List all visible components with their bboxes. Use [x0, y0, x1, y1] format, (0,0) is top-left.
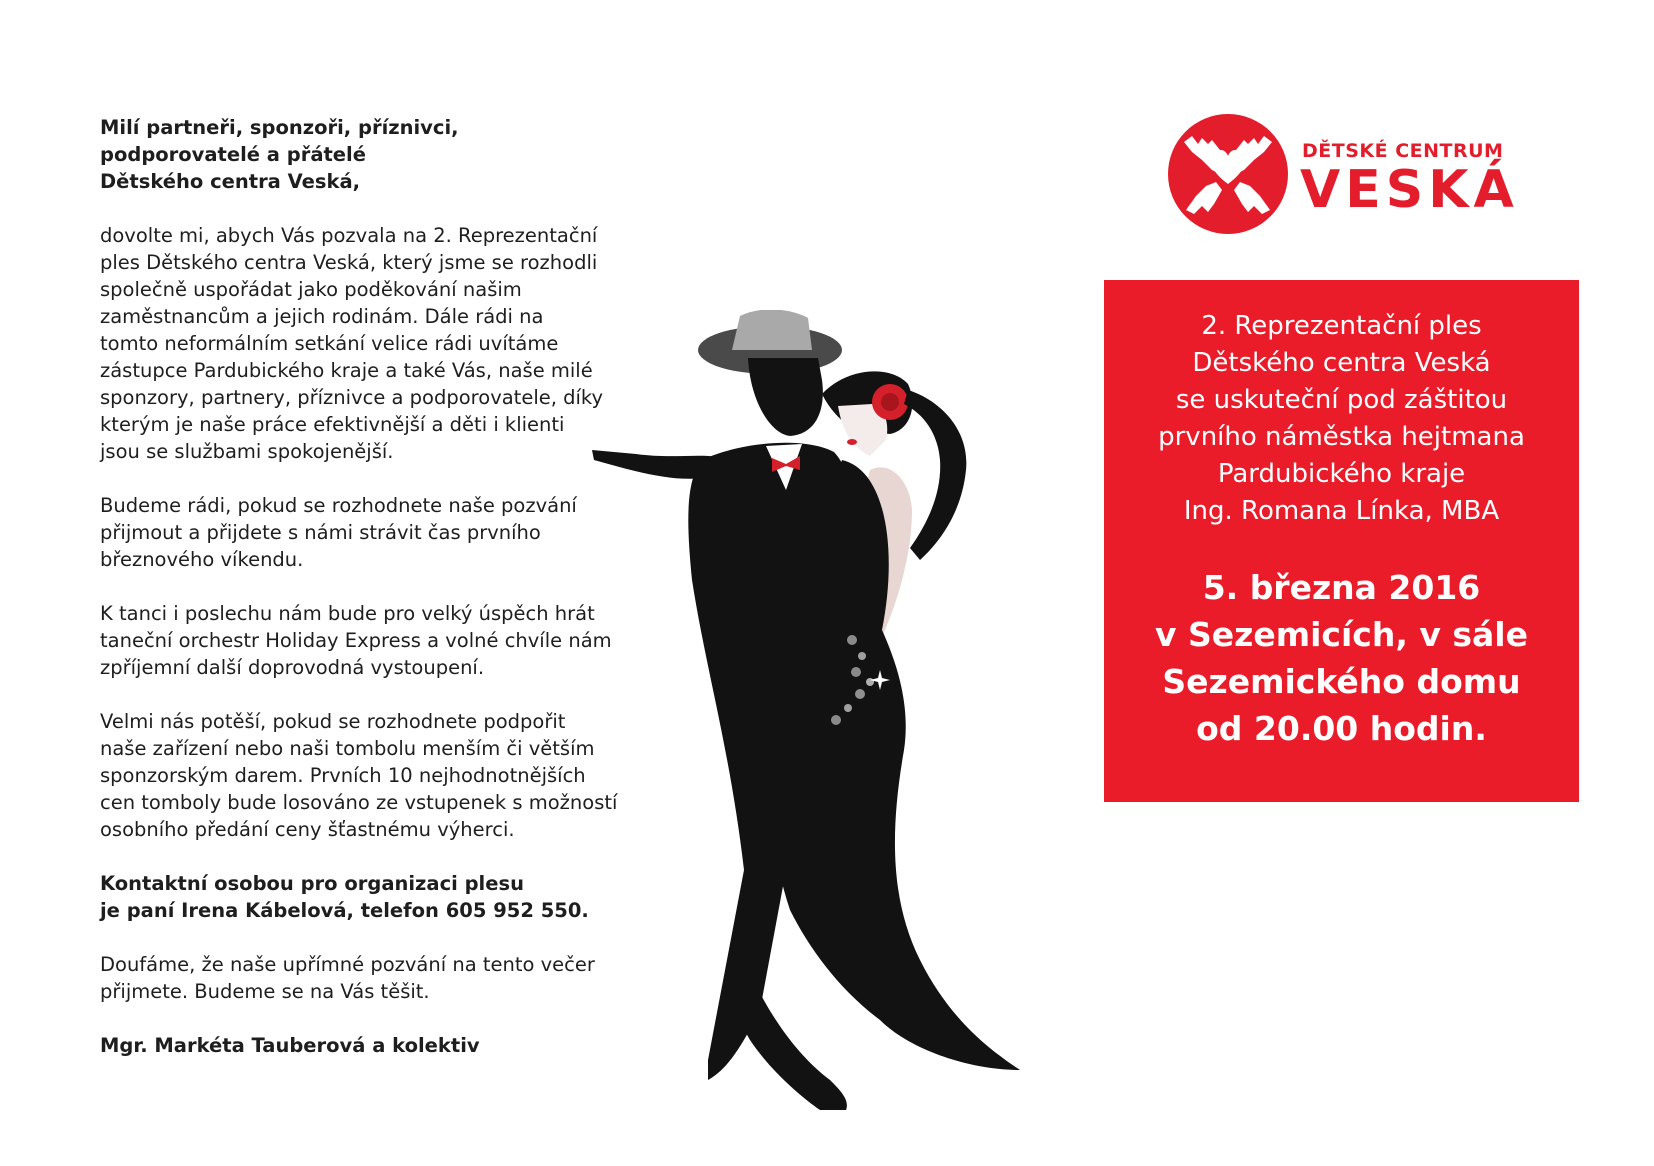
letter-line: Velmi nás potěší, pokud se rozhodnete podpořit: [100, 710, 566, 733]
organization-logo: [1168, 114, 1528, 234]
letter-line: je paní Irena Kábelová, telefon 605 952 550.: [100, 899, 589, 922]
letter-line: březnového víkendu.: [100, 548, 304, 571]
letter-paragraph-tombola: [100, 708, 620, 843]
letter-line: Milí partneři, sponzoři, příznivci,: [100, 116, 459, 139]
letter-line: Dětského centra Veská,: [100, 170, 361, 193]
patronage-line: Dětského centra Veská: [1192, 348, 1491, 378]
letter-line: přijmout a přijdete s námi strávit čas prvního: [100, 521, 541, 544]
letter-line: tomto neformálním setkání velice rádi uvítáme: [100, 332, 559, 355]
event-info-box: [1104, 280, 1579, 802]
logo-text-line1: DĚTSKÉ CENTRUM: [1302, 140, 1504, 162]
logo-text-line2: VESKÁ: [1300, 160, 1519, 220]
letter-line: zpříjemní další doprovodná vystoupení.: [100, 656, 485, 679]
patronage-line: Pardubického kraje: [1217, 459, 1466, 489]
letter-line: taneční orchestr Holiday Express a volné chvíle nám: [100, 629, 612, 652]
event-location: v Sezemicích, v sále: [1155, 615, 1528, 654]
tango-dancers-illustration: [590, 310, 1060, 1110]
letter-line: Doufáme, že naše upřímné pozvání na tento večer: [100, 953, 595, 976]
letter-line: společně uspořádat jako poděkování našim: [100, 278, 522, 301]
letter-paragraph-orchestra: [100, 600, 620, 681]
letter-line: naše zařízení nebo naši tombolu menším či větším: [100, 737, 595, 760]
letter-paragraph-weekend: [100, 492, 620, 573]
letter-line: Budeme rádi, pokud se rozhodnete naše pozvání: [100, 494, 577, 517]
letter-contact: [100, 870, 620, 924]
letter-line: kterým je naše práce efektivnější a děti i klienti: [100, 413, 565, 436]
event-venue: Sezemického domu: [1162, 662, 1521, 701]
letter-line: sponzorským darem. Prvních 10 nejhodnotnějších: [100, 764, 586, 787]
letter-line: sponzory, partnery, příznivce a podporovatele, díky: [100, 386, 604, 409]
letter-closing: [100, 951, 620, 1005]
event-time: od 20.00 hodin.: [1196, 709, 1487, 748]
patronage-line: prvního náměstka hejtmana: [1158, 422, 1525, 452]
letter-line: přijmete. Budeme se na Vás těšit.: [100, 980, 430, 1003]
letter-line: Kontaktní osobou pro organizaci plesu: [100, 872, 524, 895]
letter-line: ples Dětského centra Veská, který jsme se rozhodli: [100, 251, 598, 274]
invitation-letter: [100, 114, 620, 1086]
letter-line: zástupce Pardubického kraje a také Vás, naše milé: [100, 359, 593, 382]
patronage-line: se uskuteční pod záštitou: [1175, 385, 1508, 415]
letter-signature: [100, 1032, 620, 1059]
patronage-line: Ing. Romana Línka, MBA: [1183, 496, 1500, 526]
event-details: [1104, 564, 1579, 752]
letter-paragraph-invitation: [100, 222, 620, 465]
letter-line: K tanci i poslechu nám bude pro velký úspěch hrát: [100, 602, 595, 625]
event-date: 5. března 2016: [1202, 568, 1481, 607]
letter-greeting: [100, 114, 620, 195]
letter-line: zaměstnancům a jejich rodinám. Dále rádi na: [100, 305, 544, 328]
letter-line: podporovatelé a přátelé: [100, 143, 366, 166]
signature-line: Mgr. Markéta Tauberová a kolektiv: [100, 1034, 480, 1057]
patronage-line: 2. Reprezentační ples: [1201, 311, 1482, 341]
letter-line: cen tomboly bude losováno ze vstupenek s možností: [100, 791, 618, 814]
letter-line: dovolte mi, abych Vás pozvala na 2. Reprezentační: [100, 224, 598, 247]
letter-line: jsou se službami spokojenější.: [100, 440, 394, 463]
letter-line: osobního předání ceny šťastnému výherci.: [100, 818, 515, 841]
heart-hands-logo-icon: [1168, 114, 1288, 234]
patronage-text: [1104, 308, 1579, 530]
